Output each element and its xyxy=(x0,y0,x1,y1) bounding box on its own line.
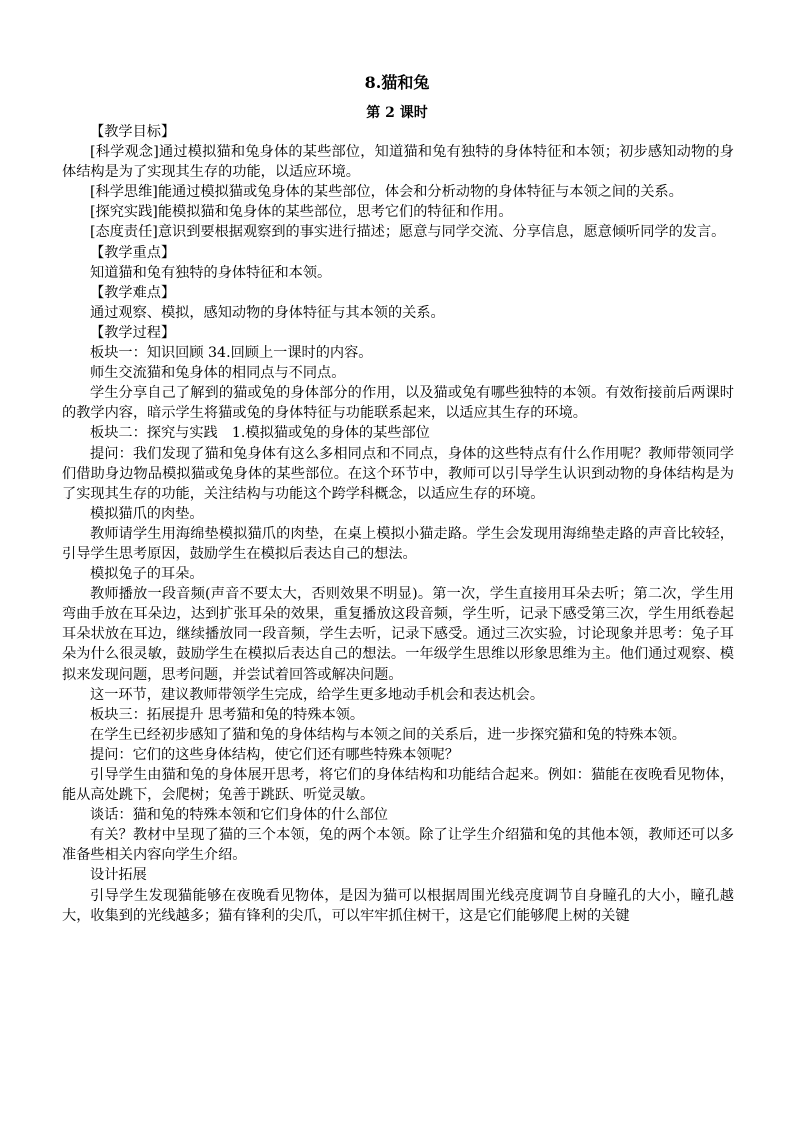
paragraph: [科学观念]通过模拟猫和兔身体的某些部位，知道猫和兔有独特的身体特征和本领；初步感知动物的身体结构是为了实现其生存的功能，以适应环境。 xyxy=(62,144,734,181)
paragraph: 在学生已经初步感知了猫和兔的身体结构与本领之间的关系后，进一步探究猫和兔的特殊本领。 xyxy=(90,726,686,743)
document-body xyxy=(62,122,734,926)
paragraph: 有关？教材中呈现了猫的三个本领，兔的两个本领。除了让学生介绍猫和兔的其他本领，教师还可以多准备些相关内容向学生介绍。 xyxy=(62,827,734,864)
paragraph: 通过观察、模拟，感知动物的身体特征与其本领的关系。 xyxy=(90,304,445,321)
paragraph: [科学思维]能通过模拟猫或兔身体的某些部位，体会和分析动物的身体特征与本领之间的关系。 xyxy=(90,184,683,201)
paragraph: 板块二：探究与实践 1.模拟猫或兔的身体的某些部位 xyxy=(90,425,430,442)
paragraph: 板块三：拓展提升 思考猫和兔的特殊本领。 xyxy=(90,706,365,723)
paragraph: 学生分享自己了解到的猫或兔的身体部分的作用，以及猫或兔有哪些独特的本领。有效衔接前后两课时的教学内容，暗示学生将猫或兔的身体特征与功能联系起来，以适应其生存的环境。 xyxy=(62,385,734,422)
paragraph: 板块一：知识回顾 34.回顾上一课时的内容。 xyxy=(90,345,373,362)
lesson-period: 第 2 课时 xyxy=(366,105,428,121)
paragraph: 教师播放一段音频(声音不要太大，否则效果不明显)。第一次，学生直接用耳朵去听；第二次，学生用弯曲手放在耳朵边，达到扩张耳朵的效果，重复播放这段音频，学生听，记录下感受第三次，学生用纸卷起耳朵状放在耳边，继续播放同一段音频，学生去听，记录下感受。通过三次实验，讨论现象并思考：兔子耳朵为什么很灵敏，鼓励学生在模拟后表达自己的想法。一年级学生思维以形象思维为主。他们通过观察、模拟来发现问题，思考问题，并尝试着回答或解决问题。 xyxy=(62,586,734,683)
paragraph: 模拟猫爪的肉垫。 xyxy=(90,505,204,522)
paragraph: 设计拓展 xyxy=(90,867,147,884)
paragraph: 提问：我们发现了猫和兔身体有这么多相同点和不同点，身体的这些特点有什么作用呢？教师带领同学们借助身边物品模拟猫或兔身体的某些部位。在这个环节中，教师可以引导学生认识到动物的身体结构是为了实现其生存的功能，关注结构与功能这个跨学科概念，以适应生存的环境。 xyxy=(62,445,734,502)
paragraph: 教师请学生用海绵垫模拟猫爪的肉垫，在桌上模拟小猫走路。学生会发现用海绵垫走路的声音比较轻，引导学生思考原因，鼓励学生在模拟后表达自己的想法。 xyxy=(62,525,734,562)
paragraph: 引导学生发现猫能够在夜晚看见物体，是因为猫可以根据周围光线亮度调节自身瞳孔的大小，瞳孔越大，收集到的光线越多；猫有锋利的尖爪，可以牢牢抓住树干，这是它们能够爬上树的关键 xyxy=(62,887,734,924)
paragraph: 这一环节，建议教师带领学生完成，给学生更多地动手机会和表达机会。 xyxy=(90,686,545,703)
paragraph: 提问：它们的这些身体结构，使它们还有哪些特殊本领呢？ xyxy=(90,746,459,763)
section-heading-objectives: 【教学目标】 xyxy=(90,124,176,140)
section-heading-difficulties: 【教学难点】 xyxy=(90,284,176,301)
paragraph: 知道猫和兔有独特的身体特征和本领。 xyxy=(90,264,332,281)
paragraph: 谈话：猫和兔的特殊本领和它们身体的什么部位 xyxy=(90,807,388,824)
section-heading-key-points: 【教学重点】 xyxy=(90,244,176,261)
section-heading-process: 【教学过程】 xyxy=(90,324,176,341)
paragraph: [探究实践]能模拟猫和兔身体的某些部位，思考它们的特征和作用。 xyxy=(90,204,513,221)
paragraph: 师生交流猫和兔身体的相同点与不同点。 xyxy=(90,365,346,382)
paragraph: [态度责任]意识到要根据观察到的事实进行描述；愿意与同学交流、分享信息，愿意倾听同学的发言。 xyxy=(90,224,726,241)
document-title: 8.猫和兔 xyxy=(364,73,430,92)
paragraph: 模拟兔子的耳朵。 xyxy=(90,566,204,583)
paragraph: 引导学生由猫和兔的身体展开思考，将它们的身体结构和功能结合起来。例如：猫能在夜晚看见物体，能从高处跳下，会爬树；兔善于跳跃、听觉灵敏。 xyxy=(62,767,734,804)
